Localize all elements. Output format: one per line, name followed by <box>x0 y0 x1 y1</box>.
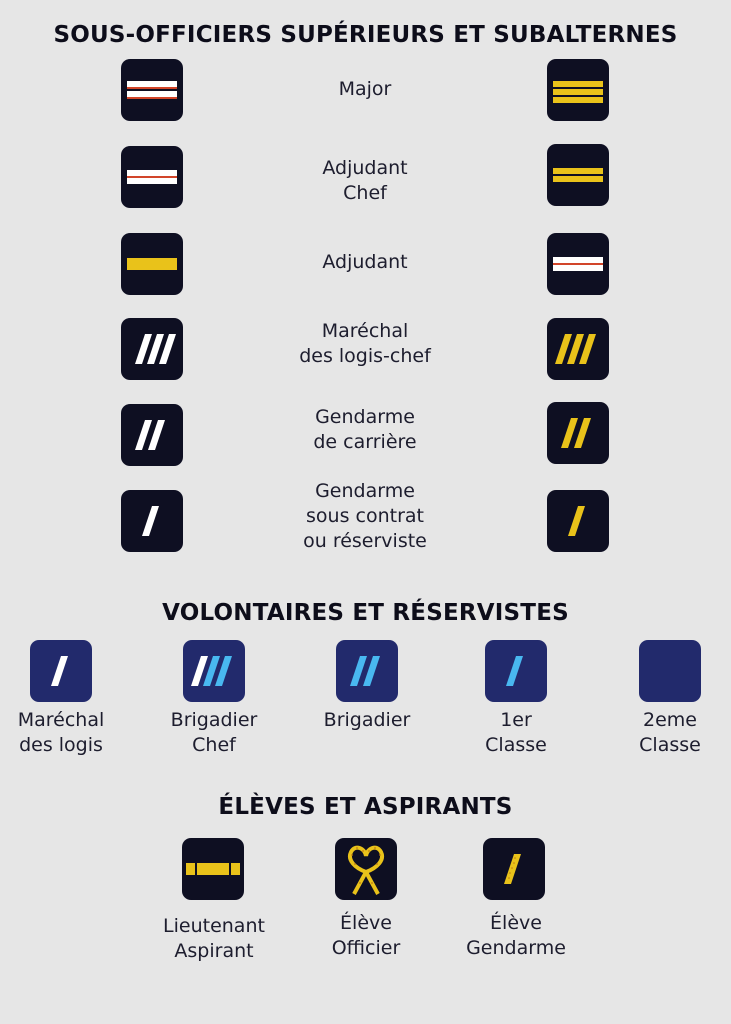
premier-classe-badge-icon <box>485 640 547 702</box>
adjudant-chef-gold-badge-icon <box>547 144 609 206</box>
marechal-des-logis-badge-icon <box>30 640 92 702</box>
adjudant-chef-white-badge-icon <box>121 146 183 208</box>
rank-label-premier-classe: 1er Classe <box>485 709 547 756</box>
rank-label-adjudant-chef: Adjudant Chef <box>322 157 408 204</box>
rank-label-marechal-des-logis: Maréchal des logis <box>17 709 105 756</box>
gendarme-de-carriere-white-badge-icon <box>121 404 183 466</box>
gendarme-de-carriere-gold-badge-icon <box>547 402 609 464</box>
rank-label-lieutenant-aspirant: Lieutenant Aspirant <box>163 915 265 962</box>
section-title-sous-officiers: SOUS-OFFICIERS SUPÉRIEURS ET SUBALTERNES <box>53 22 678 48</box>
eleve-gendarme-badge-icon <box>483 838 545 900</box>
lieutenant-aspirant-badge-icon <box>182 838 244 900</box>
marechal-des-logis-chef-gold-badge-icon <box>547 318 609 380</box>
rank-label-brigadier-chef: Brigadier Chef <box>170 709 258 756</box>
adjudant-gold-badge-icon <box>121 233 183 295</box>
rank-label-gendarme-de-carriere: Gendarme de carrière <box>313 406 417 453</box>
rank-label-marechal-des-logis-chef: Maréchal des logis-chef <box>299 320 431 367</box>
rank-label-deuxieme-classe: 2eme Classe <box>639 709 701 756</box>
marechal-des-logis-chef-white-badge-icon <box>121 318 183 380</box>
brigadier-badge-icon <box>336 640 398 702</box>
major-white-badge-icon <box>121 59 183 121</box>
gendarme-sous-contrat-white-badge-icon <box>121 490 183 552</box>
section-title-volontaires: VOLONTAIRES ET RÉSERVISTES <box>162 600 569 626</box>
adjudant-white-badge-icon <box>547 233 609 295</box>
rank-label-gendarme-sous-contrat: Gendarme sous contrat ou réserviste <box>303 480 427 552</box>
rank-label-eleve-officier: Élève Officier <box>331 912 401 959</box>
rank-label-major: Major <box>338 78 392 100</box>
major-gold-badge-icon <box>547 59 609 121</box>
rank-label-brigadier: Brigadier <box>323 709 411 731</box>
rank-label-adjudant: Adjudant <box>322 251 408 273</box>
deuxieme-classe-badge-icon <box>639 640 701 702</box>
section-title-eleves: ÉLÈVES ET ASPIRANTS <box>218 794 513 820</box>
eleve-officier-badge-icon <box>335 838 397 900</box>
rank-label-eleve-gendarme: Élève Gendarme <box>466 912 566 959</box>
gendarme-sous-contrat-gold-badge-icon <box>547 490 609 552</box>
brigadier-chef-badge-icon <box>183 640 245 702</box>
